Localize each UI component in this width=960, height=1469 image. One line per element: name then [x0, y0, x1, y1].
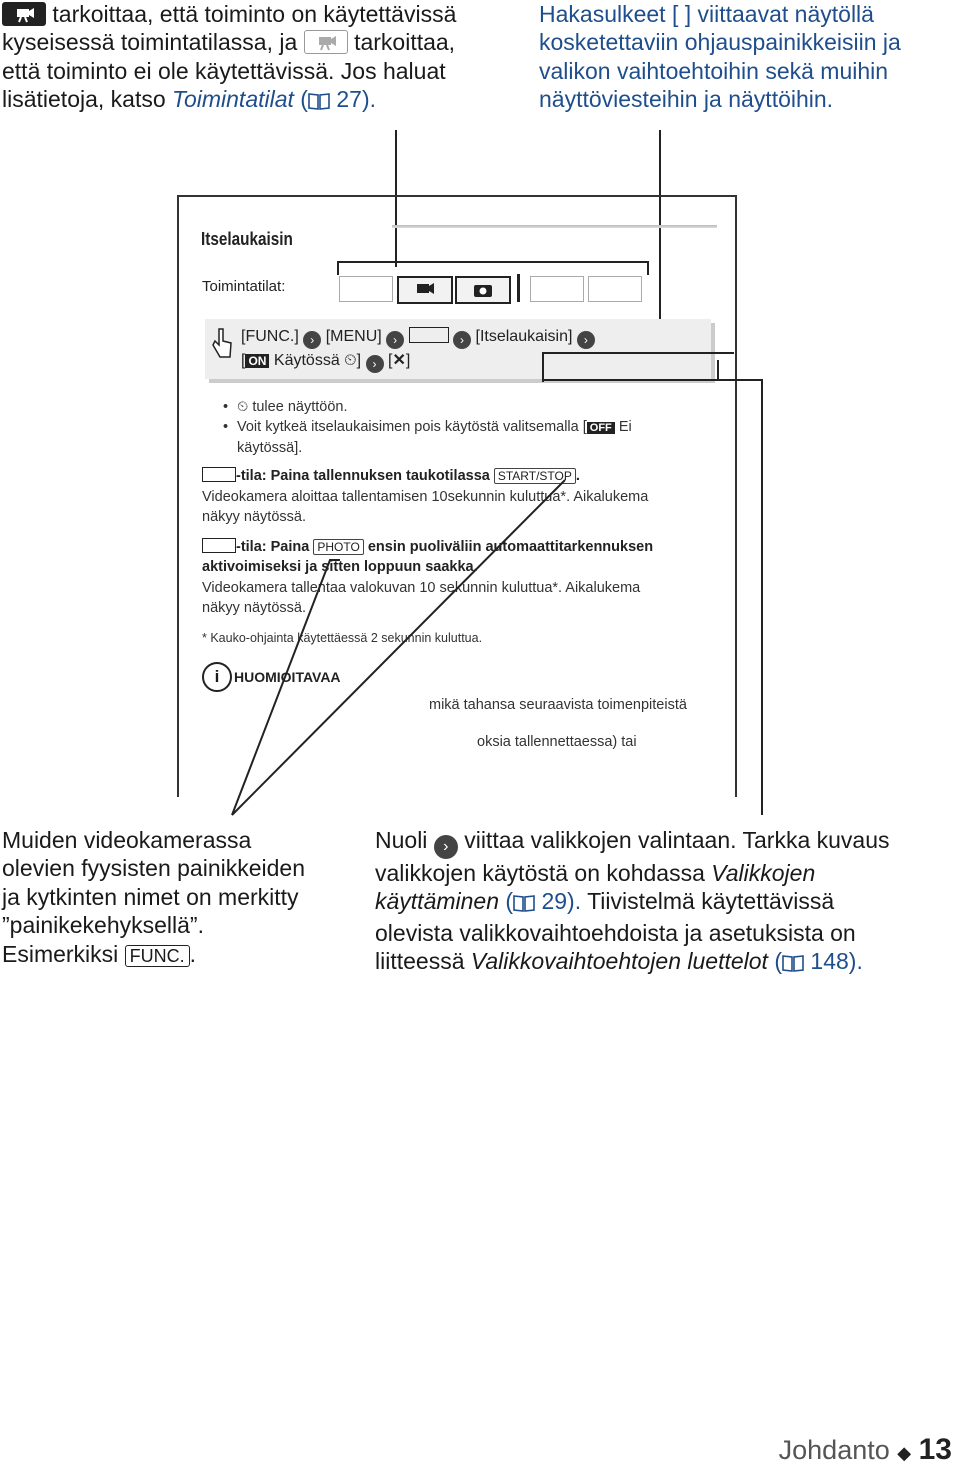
section-name: Johdanto: [778, 1435, 890, 1465]
text-line: valikkojen käytöstä on kohdassa: [375, 860, 712, 886]
text-line: tarkoittaa, että toiminto on käytettävissä: [52, 1, 457, 27]
text-line: näyttöviesteihin ja näyttöihin.: [539, 86, 834, 113]
bottom-right-text: Nuoli › viittaa valikkojen valintaan. Tarkka kuvaus valikkojen käytöstä on kohdassa Valikkojen käyttäminen ( 29). Tiivistelmä käytettävissä olevista valikkovaihtoehdoista ja asetuksista on liitteessä Valikkovaihtoehtojen luettelot ( 148).: [375, 826, 960, 979]
text-line: Hakasulkeet [ ] viittaavat näytöllä: [539, 1, 874, 27]
info-icon: i: [202, 662, 232, 692]
bullet-1-text: tulee näyttöön.: [252, 399, 348, 415]
book-icon: [782, 950, 804, 978]
text-line: näkyy näytössä.: [202, 600, 306, 616]
timer-icon: ⏲: [237, 399, 249, 415]
photo-mode-line2: aktivoimiseksi ja sitten loppuun saakka.: [202, 559, 478, 575]
text-line: Videokamera aloittaa tallentamisen 10sekunnin kuluttua*. Aikalukema: [202, 489, 649, 505]
page-ref[interactable]: 148).: [804, 948, 863, 975]
text-line: Muiden videokamerassa: [2, 827, 252, 853]
text-line: kosketettaviin ohjauspainikkeisiin ja: [539, 29, 901, 56]
text-line: näkyy näytössä.: [202, 509, 306, 525]
modes-label: Toimintatilat:: [202, 278, 286, 295]
bracket-open: [: [241, 352, 246, 369]
page-ref[interactable]: 27).: [329, 86, 376, 113]
timer-icon: ⏲: [344, 352, 357, 369]
note-text: mikä tahansa seuraavista toimenpiteistä: [429, 697, 687, 713]
text-line: olevista valikkovaihtoehdoista ja asetuksista on: [375, 919, 856, 946]
diamond-icon: ◆: [897, 1443, 912, 1463]
text-line: viittaa valikkojen valintaan. Tarkka kuvaus: [464, 827, 890, 853]
link-valikkojen[interactable]: Valikkojen: [711, 860, 816, 886]
text-line: ”painikekehyksellä”.: [2, 912, 204, 939]
text-line: Esimerkiksi: [2, 940, 119, 967]
text-line: valikon vaihtoehtoihin sekä muihin: [539, 57, 889, 84]
photo-key: PHOTO: [313, 539, 363, 555]
arrow-icon: ›: [577, 331, 595, 349]
start-stop-key: START/STOP: [494, 468, 576, 484]
photo-mode-text: -tila: Paina: [236, 539, 310, 555]
arrow-icon: ›: [386, 331, 404, 349]
note-heading: HUOMIOITAVAA: [234, 669, 341, 685]
on-icon: ON: [245, 354, 269, 368]
photo-mode-text-b: ensin puoliväliin automaattitarkennuksen: [367, 539, 654, 555]
page-number: 13: [918, 1433, 952, 1466]
arrow-icon: ›: [303, 331, 321, 349]
link-kayttaminen[interactable]: käyttäminen: [375, 888, 500, 915]
off-icon: OFF: [587, 422, 615, 434]
func-key: FUNC.: [125, 945, 190, 967]
on-label: Käytössä: [273, 352, 340, 369]
text-line: olevien fyysisten painikkeiden: [2, 855, 306, 882]
text-line: lisätietoja, katso: [2, 86, 173, 113]
bullet-2-text-c: käytössä].: [237, 440, 303, 456]
func-label: [FUNC.]: [241, 328, 299, 345]
video-mode-text: -tila: Paina tallennuksen taukotilassa: [236, 468, 490, 484]
section-title: Itselaukaisin: [201, 229, 293, 249]
text-line: Videokamera tallentaa valokuvan 10 sekunnin kuluttua*. Aikalukema: [202, 580, 641, 596]
menu-arrow-icon: ›: [434, 835, 458, 859]
text-line: kyseisessä toimintatilassa, ja: [2, 29, 298, 56]
text-line: Tiivistelmä käytettävissä: [581, 888, 835, 915]
text-line: että toiminto ei ole käytettävissä. Jos haluat: [2, 57, 446, 84]
arrow-icon: ›: [453, 331, 471, 349]
bullet-2-text: Voit kytkeä itselaukaisimen pois käytöstä valitsemalla [: [237, 419, 587, 435]
link-toimintatilat[interactable]: Toimintatilat: [172, 86, 294, 113]
selftimer-menu-label: [Itselaukaisin]: [475, 328, 573, 345]
book-icon: [513, 890, 535, 918]
text-line: ja kytkinten nimet on merkitty: [2, 883, 299, 910]
top-left-text: tarkoittaa, että toiminto on käytettävissä kyseisessä toimintatilassa, ja tarkoittaa, että toiminto ei ole käytettävissä. Jos haluat lisätietoja, katso Toimintatilat ( 27).: [2, 0, 512, 117]
text-line: tarkoittaa,: [354, 29, 456, 56]
bottom-left-text: Muiden videokamerassa olevien fyysisten painikkeiden ja kytkinten nimet on merkitty ”painikekehyksellä”. Esimerkiksi FUNC. .: [2, 826, 352, 970]
page-footer: [779, 1433, 952, 1467]
text-line: Nuoli: [375, 827, 428, 853]
video-mode-instruction: -tila: Paina tallennuksen taukotilassa START/STOP .: [202, 466, 580, 486]
link-luettelot[interactable]: Valikkovaihtoehtojen luettelot: [470, 948, 768, 975]
note-text: oksia tallennettaessa) tai: [477, 734, 637, 750]
bullet-2-text-b: Ei: [618, 419, 632, 435]
close-icon: ✕: [392, 352, 406, 369]
footnote: * Kauko-ohjainta käytettäessä 2 sekunnin kuluttua.: [202, 631, 483, 645]
page-ref[interactable]: 29).: [535, 888, 582, 915]
text-line: liitteessä: [375, 948, 471, 975]
arrow-icon: ›: [366, 355, 384, 373]
menu-label: [MENU]: [325, 328, 382, 345]
procedure-line2: [ ON Käytössä ⏲] › [✕]: [241, 352, 411, 371]
